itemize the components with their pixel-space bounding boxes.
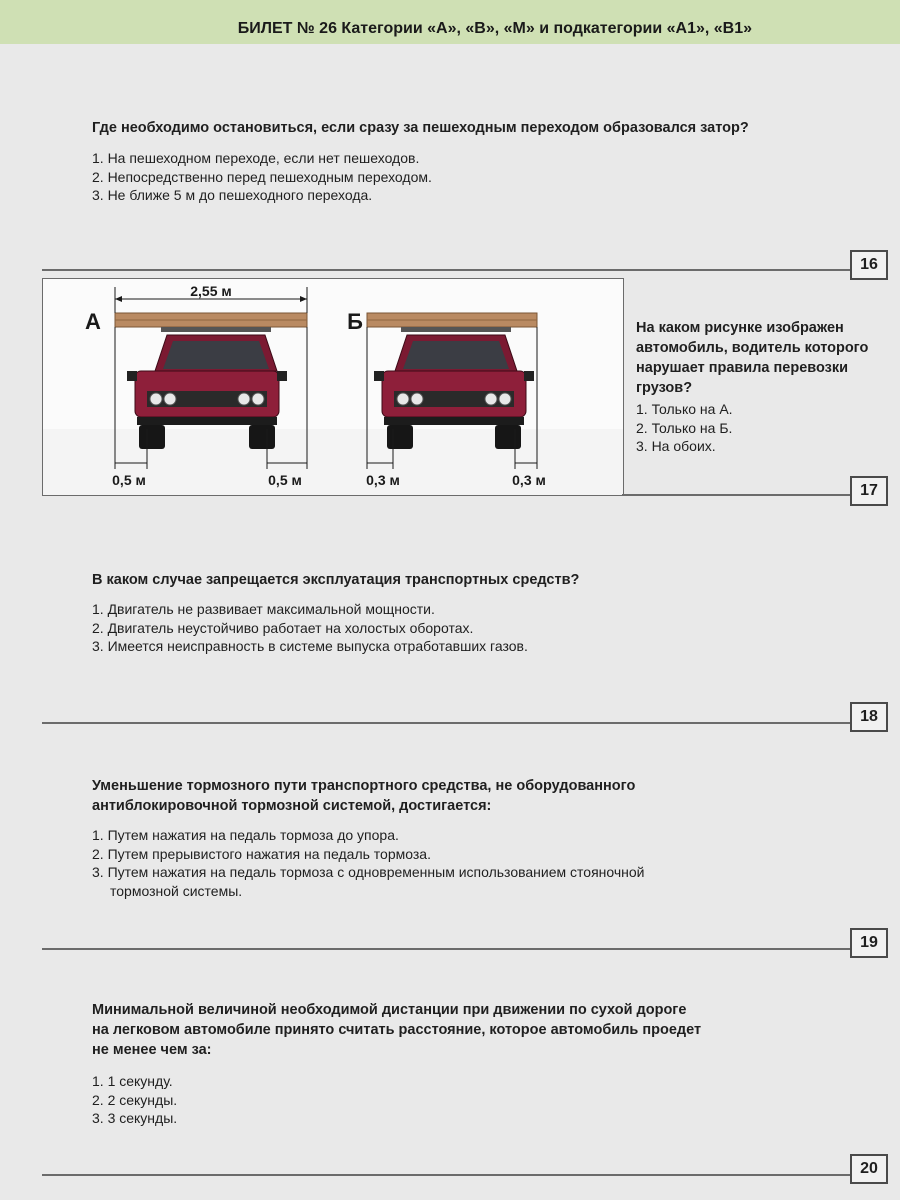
- question-number-badge: 18: [850, 702, 888, 732]
- question-text-line: на легковом автомобиле принято считать расстояние, которое автомобиль проедет: [92, 1022, 702, 1038]
- question-text-line: Уменьшение тормозного пути транспортного средства, не оборудованного: [92, 778, 636, 794]
- answer-option[interactable]: 1. Путем нажатия на педаль тормоза до упора.: [92, 827, 399, 843]
- answer-option[interactable]: 2. 2 секунды.: [92, 1091, 178, 1108]
- question-16-answers: [92, 149, 432, 205]
- question-19-text: [92, 776, 635, 816]
- dimension-b-right: 0,3 м: [512, 472, 546, 488]
- divider: [42, 948, 850, 950]
- dimension-b-left: 0,3 м: [366, 472, 400, 488]
- answer-option[interactable]: 1. 1 секунду.: [92, 1073, 173, 1089]
- answer-option[interactable]: 2. Непосредственно перед пешеходным переходом.: [92, 168, 432, 185]
- divider: [42, 1174, 850, 1176]
- question-number-badge: 20: [850, 1154, 888, 1184]
- question-18-answers: [92, 600, 528, 656]
- divider: [42, 722, 850, 724]
- divider: [42, 269, 850, 271]
- question-16-text: Где необходимо остановиться, если сразу за пешеходным переходом образовался затор?: [92, 120, 749, 136]
- question-number-badge: 17: [850, 476, 888, 506]
- question-20-text: [92, 1000, 701, 1060]
- answer-option[interactable]: 3. Не ближе 5 м до пешеходного перехода.: [92, 187, 373, 203]
- figure-label-b: Б: [347, 309, 363, 334]
- answer-option[interactable]: 3. На обоих.: [636, 438, 716, 454]
- figure-label-a: А: [85, 309, 101, 334]
- answer-option[interactable]: [92, 863, 645, 900]
- answer-option[interactable]: 1. На пешеходном переходе, если нет пешеходов.: [92, 150, 420, 166]
- answer-option[interactable]: 2. Только на Б.: [636, 419, 733, 436]
- answer-option[interactable]: 3. 3 секунды.: [92, 1110, 178, 1126]
- cargo-illustration: [43, 279, 623, 495]
- answer-option[interactable]: 3. Имеется неисправность в системе выпуска отработавших газов.: [92, 638, 528, 654]
- question-17-text: На каком рисунке изображен автомобиль, водитель которого нарушает правила перевозки грузов?: [636, 320, 869, 396]
- question-text-line: антиблокировочной тормозной системой, достигается:: [92, 798, 492, 814]
- dimension-a-right: 0,5 м: [268, 472, 302, 488]
- dimension-width-label: 2,55 м: [190, 283, 232, 299]
- divider: [622, 494, 850, 496]
- answer-line: 3. Путем нажатия на педаль тормоза с одновременным использованием стояночной: [92, 864, 645, 880]
- answer-option[interactable]: 1. Только на А.: [636, 401, 733, 417]
- question-19-answers: [92, 826, 645, 900]
- dimension-a-left: 0,5 м: [112, 472, 146, 488]
- question-18-text: В каком случае запрещается эксплуатация транспортных средств?: [92, 572, 580, 588]
- answer-option[interactable]: 2. Двигатель неустойчиво работает на холостых оборотах.: [92, 619, 474, 636]
- question-text-line: не менее чем за:: [92, 1042, 212, 1058]
- answer-line: тормозной системы.: [110, 882, 243, 899]
- answer-option[interactable]: 2. Путем прерывистого нажатия на педаль тормоза.: [92, 845, 431, 862]
- ticket-header: [0, 0, 900, 44]
- question-20-answers: [92, 1072, 177, 1128]
- cargo-figure: [42, 278, 624, 496]
- ticket-title: БИЛЕТ № 26 Категории «А», «В», «М» и подкатегории «А1», «В1»: [237, 20, 752, 37]
- question-text-line: Минимальной величиной необходимой дистанции при движении по сухой дороге: [92, 1002, 687, 1018]
- question-17-answers: [636, 400, 733, 456]
- answer-option[interactable]: 1. Двигатель не развивает максимальной мощности.: [92, 601, 435, 617]
- question-number-badge: 16: [850, 250, 888, 280]
- question-number-badge: 19: [850, 928, 888, 958]
